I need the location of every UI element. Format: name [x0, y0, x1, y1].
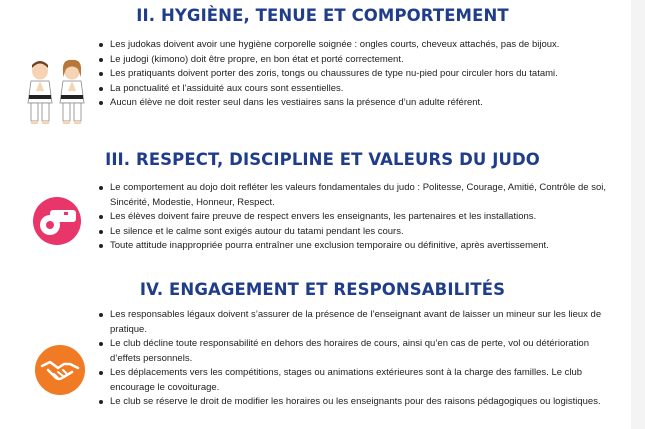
list-item: Le club se réserve le droit de modifier les horaires ou les enseignants pour des raisons pédagogiques ou logistiques. [98, 395, 606, 410]
list-item: Le club décline toute responsabilité en dehors des horaires de cours, ainsi qu’en cas de perte, vol ou détérioration d’effets personnels. [98, 337, 606, 366]
list-item: Toute attitude inappropriée pourra entraîner une exclusion temporaire ou définitive, après avertissement. [98, 239, 606, 254]
list-item: Le judogi (kimono) doit être propre, en bon état et porté correctement. [98, 53, 603, 68]
section-2-list [98, 38, 603, 111]
page-edge [631, 0, 645, 429]
section-4-list [98, 308, 606, 410]
list-item: Le silence et le calme sont exigés autour du tatami pendant les cours. [98, 225, 606, 240]
section-4-title: IV. ENGAGEMENT ET RESPONSABILITÉS [139, 280, 506, 299]
section-2-title: II. HYGIÈNE, TENUE ET COMPORTEMENT [136, 6, 509, 25]
section-3-title: III. RESPECT, DISCIPLINE ET VALEURS DU JUDO [105, 150, 540, 169]
list-item: Les déplacements vers les compétitions, stages ou animations extérieures sont à la charge des familles. Le club encourage le covoiturage. [98, 366, 606, 395]
list-item: Aucun élève ne doit rester seul dans les vestiaires sans la présence d’un adulte référent. [98, 96, 603, 111]
section-3-list [98, 181, 606, 254]
list-item: Le comportement au dojo doit refléter les valeurs fondamentales du judo : Politesse, Courage, Amitié, Contrôle de soi, Sincérité, Modestie, Honneur, Respect. [98, 181, 606, 210]
handshake-icon [34, 344, 86, 396]
list-item: La ponctualité et l’assiduité aux cours sont essentielles. [98, 82, 603, 97]
list-item: Les responsables légaux doivent s’assurer de la présence de l’enseignant avant de laisser un mineur sur les lieux de pratique. [98, 308, 606, 337]
list-item: Les élèves doivent faire preuve de respect envers les enseignants, les partenaires et les installations. [98, 210, 606, 225]
list-item: Les judokas doivent avoir une hygiène corporelle soignée : ongles courts, cheveux attachés, pas de bijoux. [98, 38, 603, 53]
judoka-kids-icon [22, 57, 90, 127]
whistle-icon [28, 196, 86, 246]
list-item: Les pratiquants doivent porter des zoris, tongs ou chaussures de type nu-pied pour circuler hors du tatami. [98, 67, 603, 82]
